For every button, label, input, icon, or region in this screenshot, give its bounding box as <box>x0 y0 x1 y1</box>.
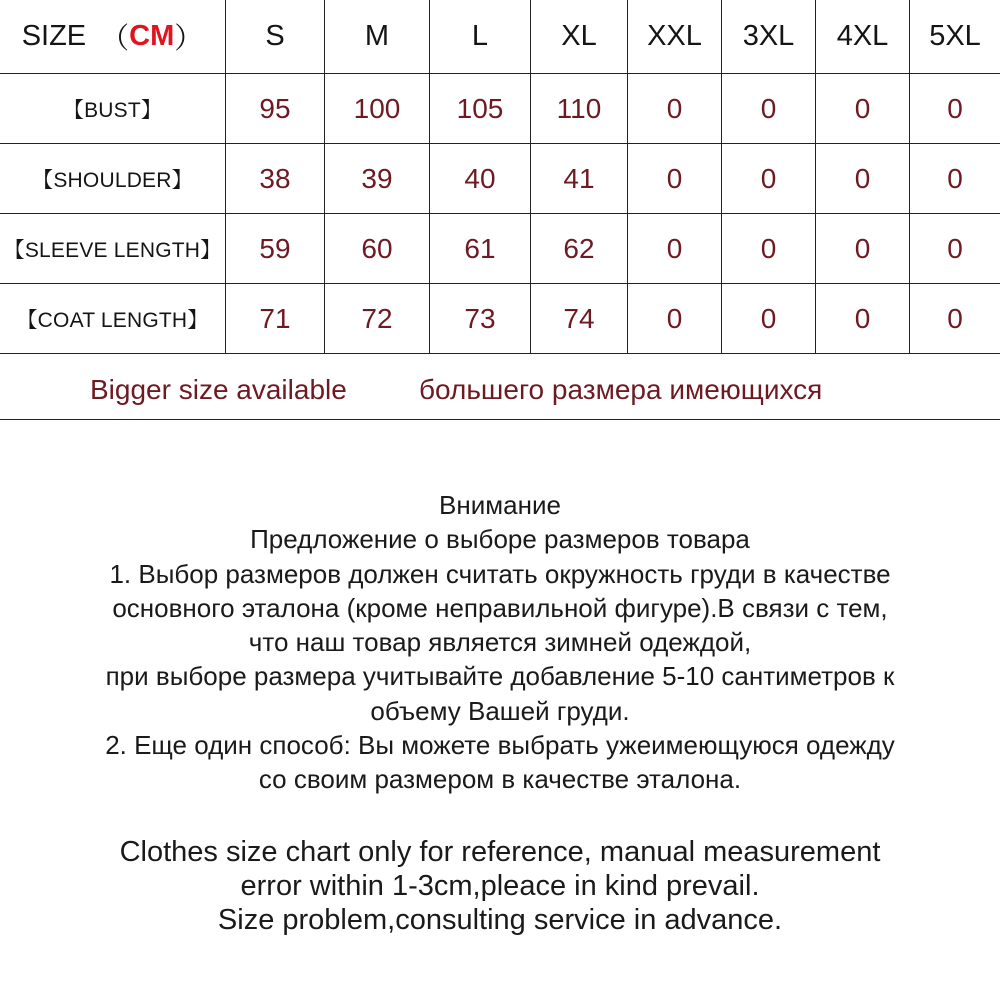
measurement-value: 0 <box>816 284 910 353</box>
table-row <box>0 214 1000 284</box>
table-row <box>0 144 1000 214</box>
measurement-label: 【SLEEVE LENGTH】 <box>0 214 226 283</box>
size-header-3xl: 3XL <box>722 0 816 73</box>
measurement-value: 0 <box>816 144 910 213</box>
measurement-value: 100 <box>325 74 430 143</box>
measurement-label: 【SHOULDER】 <box>0 144 226 213</box>
measurement-value: 73 <box>430 284 531 353</box>
measurement-value: 0 <box>722 214 816 283</box>
measurement-value: 105 <box>430 74 531 143</box>
unit-label: CM <box>129 20 175 52</box>
measurement-value: 60 <box>325 214 430 283</box>
measurement-value: 61 <box>430 214 531 283</box>
measurement-value: 38 <box>226 144 325 213</box>
size-header-s: S <box>226 0 325 73</box>
measurement-value: 0 <box>947 232 963 264</box>
notes-en-line: Clothes size chart only for reference, manual measurement <box>119 836 881 868</box>
measurement-value: 40 <box>430 144 531 213</box>
measurement-value: 0 <box>722 74 816 143</box>
size-chart-table <box>0 0 1000 354</box>
notes-en-line: Size problem,consulting service in advance. <box>217 904 783 936</box>
notes-ru-line: при выборе размера учитывайте добавление 5-10 сантиметров к <box>105 661 895 692</box>
measurement-value: 0 <box>628 284 722 353</box>
measurement-value: 72 <box>325 284 430 353</box>
english-size-advice <box>0 835 1000 937</box>
bigger-size-banner <box>0 354 1000 420</box>
russian-size-advice <box>0 488 1000 797</box>
measurement-value: 95 <box>226 74 325 143</box>
measurement-value: 0 <box>816 214 910 283</box>
unit-open: （ <box>100 23 130 55</box>
table-header-row <box>0 0 1000 74</box>
measurement-value: 0 <box>628 144 722 213</box>
measurement-value: 0 <box>722 284 816 353</box>
notes-ru-line: что наш товар является зимней одеждой, <box>248 627 752 658</box>
measurement-value: 39 <box>325 144 430 213</box>
measurement-value: 0 <box>722 144 816 213</box>
size-header-4xl: 4XL <box>816 0 910 73</box>
size-header-m: M <box>325 0 430 73</box>
table-row <box>0 284 1000 354</box>
measurement-value: 62 <box>531 214 628 283</box>
size-header-l: L <box>430 0 531 73</box>
measurement-value: 0 <box>628 214 722 283</box>
table-row <box>0 74 1000 144</box>
measurement-label: 【COAT LENGTH】 <box>0 284 226 353</box>
size-prefix: SIZE <box>21 20 87 52</box>
size-header-xxl: XXL <box>628 0 722 73</box>
measurement-value: 0 <box>947 302 963 334</box>
unit-close: ） <box>174 23 204 55</box>
measurement-value: 41 <box>531 144 628 213</box>
notes-ru-line: Предложение о выборе размеров товара <box>250 524 750 555</box>
measurement-label: 【BUST】 <box>0 74 226 143</box>
measurement-value: 59 <box>226 214 325 283</box>
measurement-value: 0 <box>628 74 722 143</box>
bigger-size-english: Bigger size available <box>90 374 347 405</box>
notes-ru-line: со своим размером в качестве эталона. <box>258 764 742 795</box>
measurement-value: 0 <box>947 162 963 194</box>
notes-ru-line: 2. Еще один способ: Вы можете выбрать ужеимеющуюся одежду <box>105 730 895 761</box>
notes-ru-title: Внимание <box>439 490 561 520</box>
size-header-xl: XL <box>531 0 628 73</box>
measurement-value: 74 <box>531 284 628 353</box>
notes-ru-line: 1. Выбор размеров должен считать окружность груди в качестве <box>109 558 891 589</box>
notes-ru-line: объему Вашей груди. <box>370 695 630 726</box>
notes-ru-line: основного эталона (кроме неправильной фигуре).В связи с тем, <box>112 592 888 623</box>
size-unit-header <box>0 0 226 73</box>
size-header-5xl: 5XL <box>929 20 981 52</box>
bigger-size-russian: большего размера имеющихся <box>419 374 823 405</box>
measurement-value: 0 <box>947 92 963 124</box>
notes-en-line: error within 1-3cm,pleace in kind prevail. <box>240 870 760 902</box>
measurement-value: 71 <box>226 284 325 353</box>
measurement-value: 110 <box>531 74 628 143</box>
measurement-value: 0 <box>816 74 910 143</box>
